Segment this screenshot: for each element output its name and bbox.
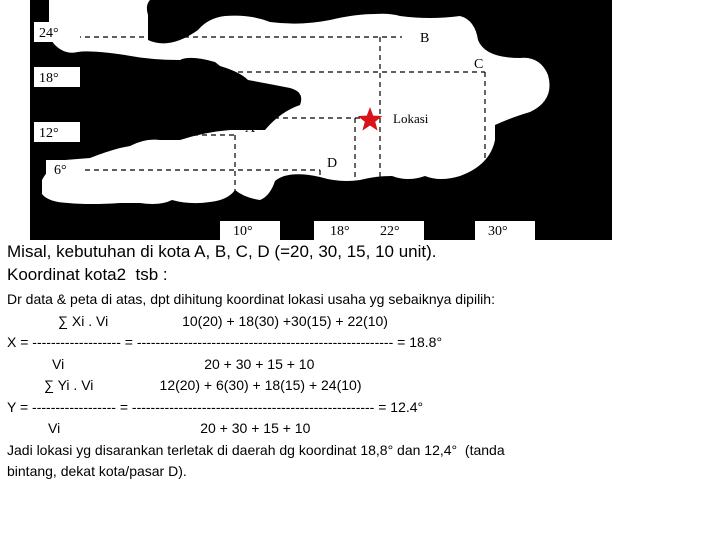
coordinates-heading: Koordinat kota2 tsb : <box>7 265 168 284</box>
city-d-label: D <box>327 156 338 171</box>
intro-line: Dr data & peta di atas, dpt dihitung koordinat lokasi usaha yg sebaiknya dipilih: <box>7 291 495 307</box>
calculation <box>7 289 713 483</box>
explanation-text <box>7 240 713 483</box>
x-equation: X = ------------------- = ------------------------------------------------------- = 18.8° <box>7 334 443 350</box>
x-axis-labels <box>220 221 535 240</box>
y-equation: Y = ------------------ = ---------------------------------------------------- = 12.4° <box>7 398 424 415</box>
location-map <box>30 0 612 240</box>
y-label-18: 18° <box>39 71 59 86</box>
y-label-6: 6° <box>54 163 67 178</box>
conclusion-line-2: bintang, dekat kota/pasar D). <box>7 463 187 479</box>
x-label-10: 10° <box>233 224 253 239</box>
location-label: Lokasi <box>393 111 429 126</box>
x-label-30: 30° <box>488 224 508 239</box>
city-a-label: A <box>245 121 256 136</box>
y-label-12: 12° <box>39 126 59 141</box>
map-canvas <box>30 0 612 240</box>
y-numerator: ∑ Yi . Vi 12(20) + 6(30) + 18(15) + 24(10) <box>44 377 362 393</box>
x-denominator: Vi 20 + 30 + 15 + 10 <box>52 355 315 372</box>
demand-line: Misal, kebutuhan di kota A, B, C, D (=20, 30, 15, 10 unit). <box>7 242 437 261</box>
city-b-label: B <box>420 31 430 46</box>
city-c-label: C <box>474 57 484 72</box>
y-label-24: 24° <box>39 26 59 41</box>
y-denominator: Vi 20 + 30 + 15 + 10 <box>48 420 311 436</box>
x-numerator: ∑ Xi . Vi 10(20) + 18(30) +30(15) + 22(10) <box>58 312 388 329</box>
x-label-22: 22° <box>380 224 400 239</box>
x-label-18: 18° <box>330 224 350 239</box>
conclusion-line-1: Jadi lokasi yg disarankan terletak di daerah dg koordinat 18,8° dan 12,4° (tanda <box>7 441 505 458</box>
land-mass <box>42 0 550 204</box>
